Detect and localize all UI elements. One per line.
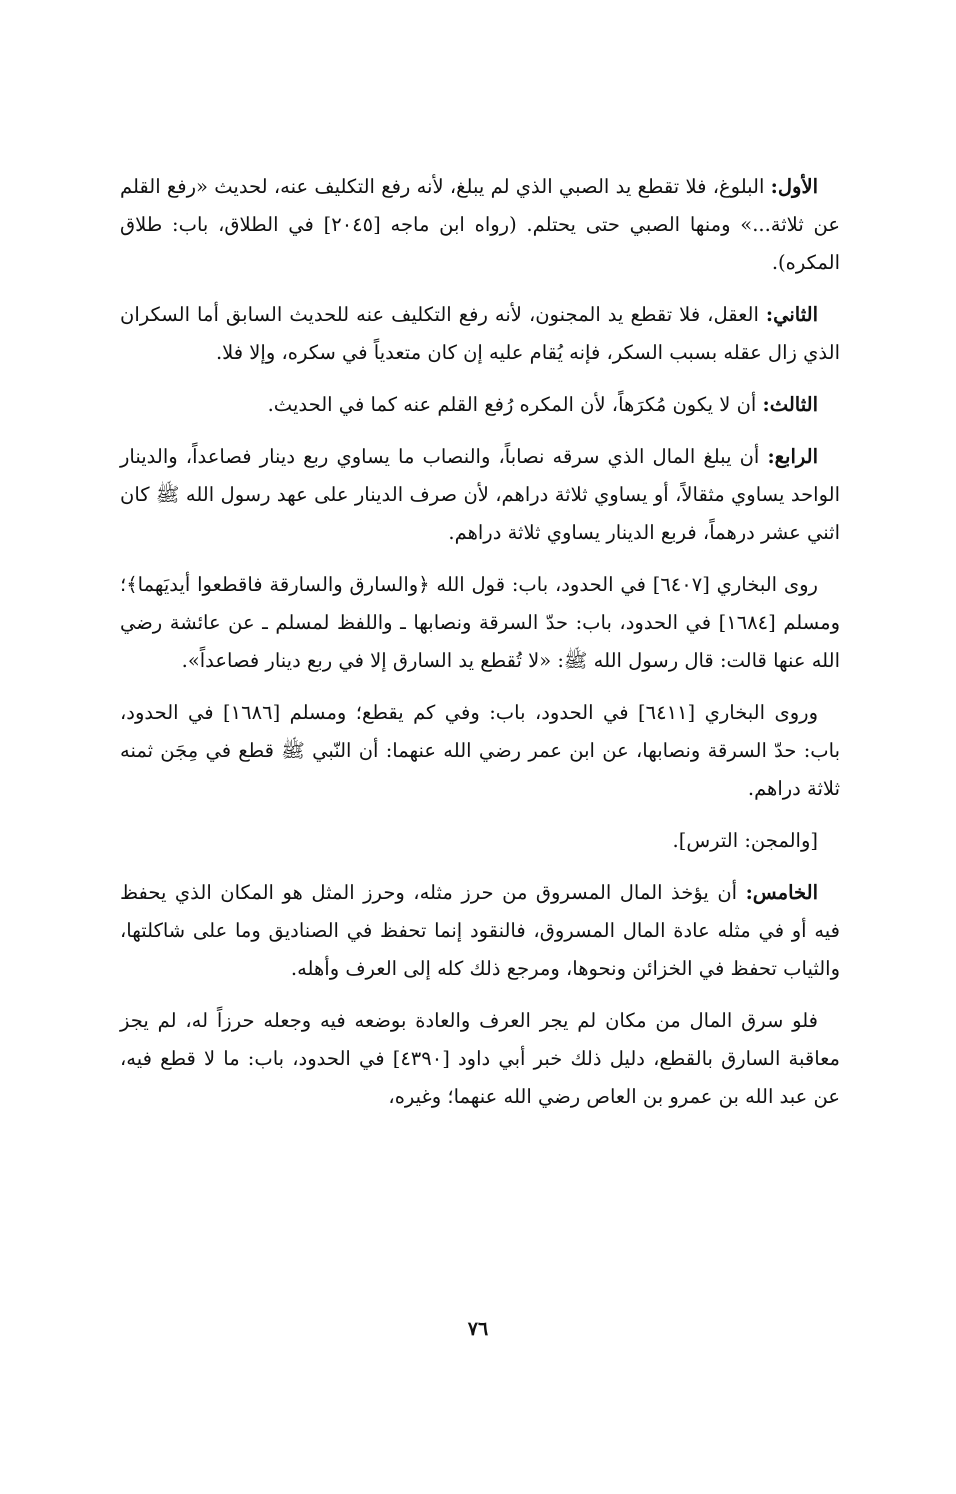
paragraph-custody-consequence	[120, 1002, 840, 1116]
paragraph-fifth-condition	[120, 874, 840, 988]
paragraph-first-condition	[120, 168, 840, 282]
page-number: ٧٦	[467, 1318, 489, 1340]
paragraph-definition-note	[120, 822, 840, 860]
paragraph-lead: الأول:	[770, 175, 818, 198]
paragraph-lead: الخامس:	[745, 881, 818, 904]
paragraph-text: البلوغ، فلا تقطع يد الصبي الذي لم يبلغ، لأنه رفع التكليف عنه، لحديث «رفع القلم عن ثلاثة...» ومنها الصبي حتى يحتلم. (رواه ابن ماجه [٢٠٤٥] في الطلاق، باب: طلاق المكره).	[120, 175, 840, 274]
paragraph-second-condition	[120, 296, 840, 372]
paragraph-fourth-condition	[120, 438, 840, 552]
paragraph-lead: الثالث:	[762, 393, 818, 416]
paragraph-text: [والمجن: الترس].	[672, 829, 818, 852]
paragraph-text: أن يؤخذ المال المسروق من حرز مثله، وحرز المثل هو المكان الذي يحفظ فيه أو في مثله عادة المال المسروق، فالنقود إنما تحفظ في الصناديق وما على شاكلتها، والثياب تحفظ في الخزائن ونحوها، ومرجع ذلك كله إلى العرف وأهله.	[120, 881, 840, 980]
paragraph-lead: الرابع:	[767, 445, 818, 468]
paragraph-second-narration	[120, 694, 840, 808]
paragraph-lead: الثاني:	[765, 303, 818, 326]
paragraph-text: فلو سرق المال من مكان لم يجر العرف والعادة بوضعه فيه وجعله حرزاً له، لم يجز معاقبة السارق بالقطع، دليل ذلك خبر أبي داود [٤٣٩٠] في الحدود، باب: ما لا قطع فيه، عن عبد الله بن عمرو بن العاص رضي الله عنهما؛ وغيره،	[120, 1009, 840, 1108]
page-body	[120, 168, 840, 1130]
paragraph-text: أن لا يكون مُكرَهاً، لأن المكره رُفع القلم عنه كما في الحديث.	[267, 393, 763, 416]
paragraph-text: روى البخاري [٦٤٠٧] في الحدود، باب: قول الله ﴿والسارق والسارقة فاقطعوا أيديَهما﴾؛ ومسلم [١٦٨٤] في الحدود، باب: حدّ السرقة ونصابها ـ واللفظ لمسلم ـ عن عائشة رضي الله عنها قالت: قال رسول الله ﷺ: «لا تُقطع يد السارق إلا في ربع دينار فصاعداً».	[120, 573, 841, 672]
paragraph-text: وروى البخاري [٦٤١١] في الحدود، باب: وفي كم يقطع؛ ومسلم [١٦٨٦] في الحدود، باب: حدّ السرقة ونصابها، عن ابن عمر رضي الله عنهما: أن النّبي ﷺ قطع في مِجَن ثمنه ثلاثة دراهم.	[120, 701, 840, 800]
paragraph-text: أن يبلغ المال الذي سرقه نصاباً، والنصاب ما يساوي ربع دينار فصاعداً، والدينار الواحد يساوي مثقالاً، أو يساوي ثلاثة دراهم، لأن صرف الدينار على عهد رسول الله ﷺ كان اثني عشر درهماً، فربع الدينار يساوي ثلاثة دراهم.	[120, 445, 840, 544]
paragraph-text: العقل، فلا تقطع يد المجنون، لأنه رفع التكليف عنه للحديث السابق أما السكران الذي زال عقله بسبب السكر، فإنه يُقام عليه إن كان متعدياً في سكره، وإلا فلا.	[120, 303, 840, 364]
paragraph-bukhari-narration	[120, 566, 840, 680]
paragraph-third-condition	[120, 386, 840, 424]
